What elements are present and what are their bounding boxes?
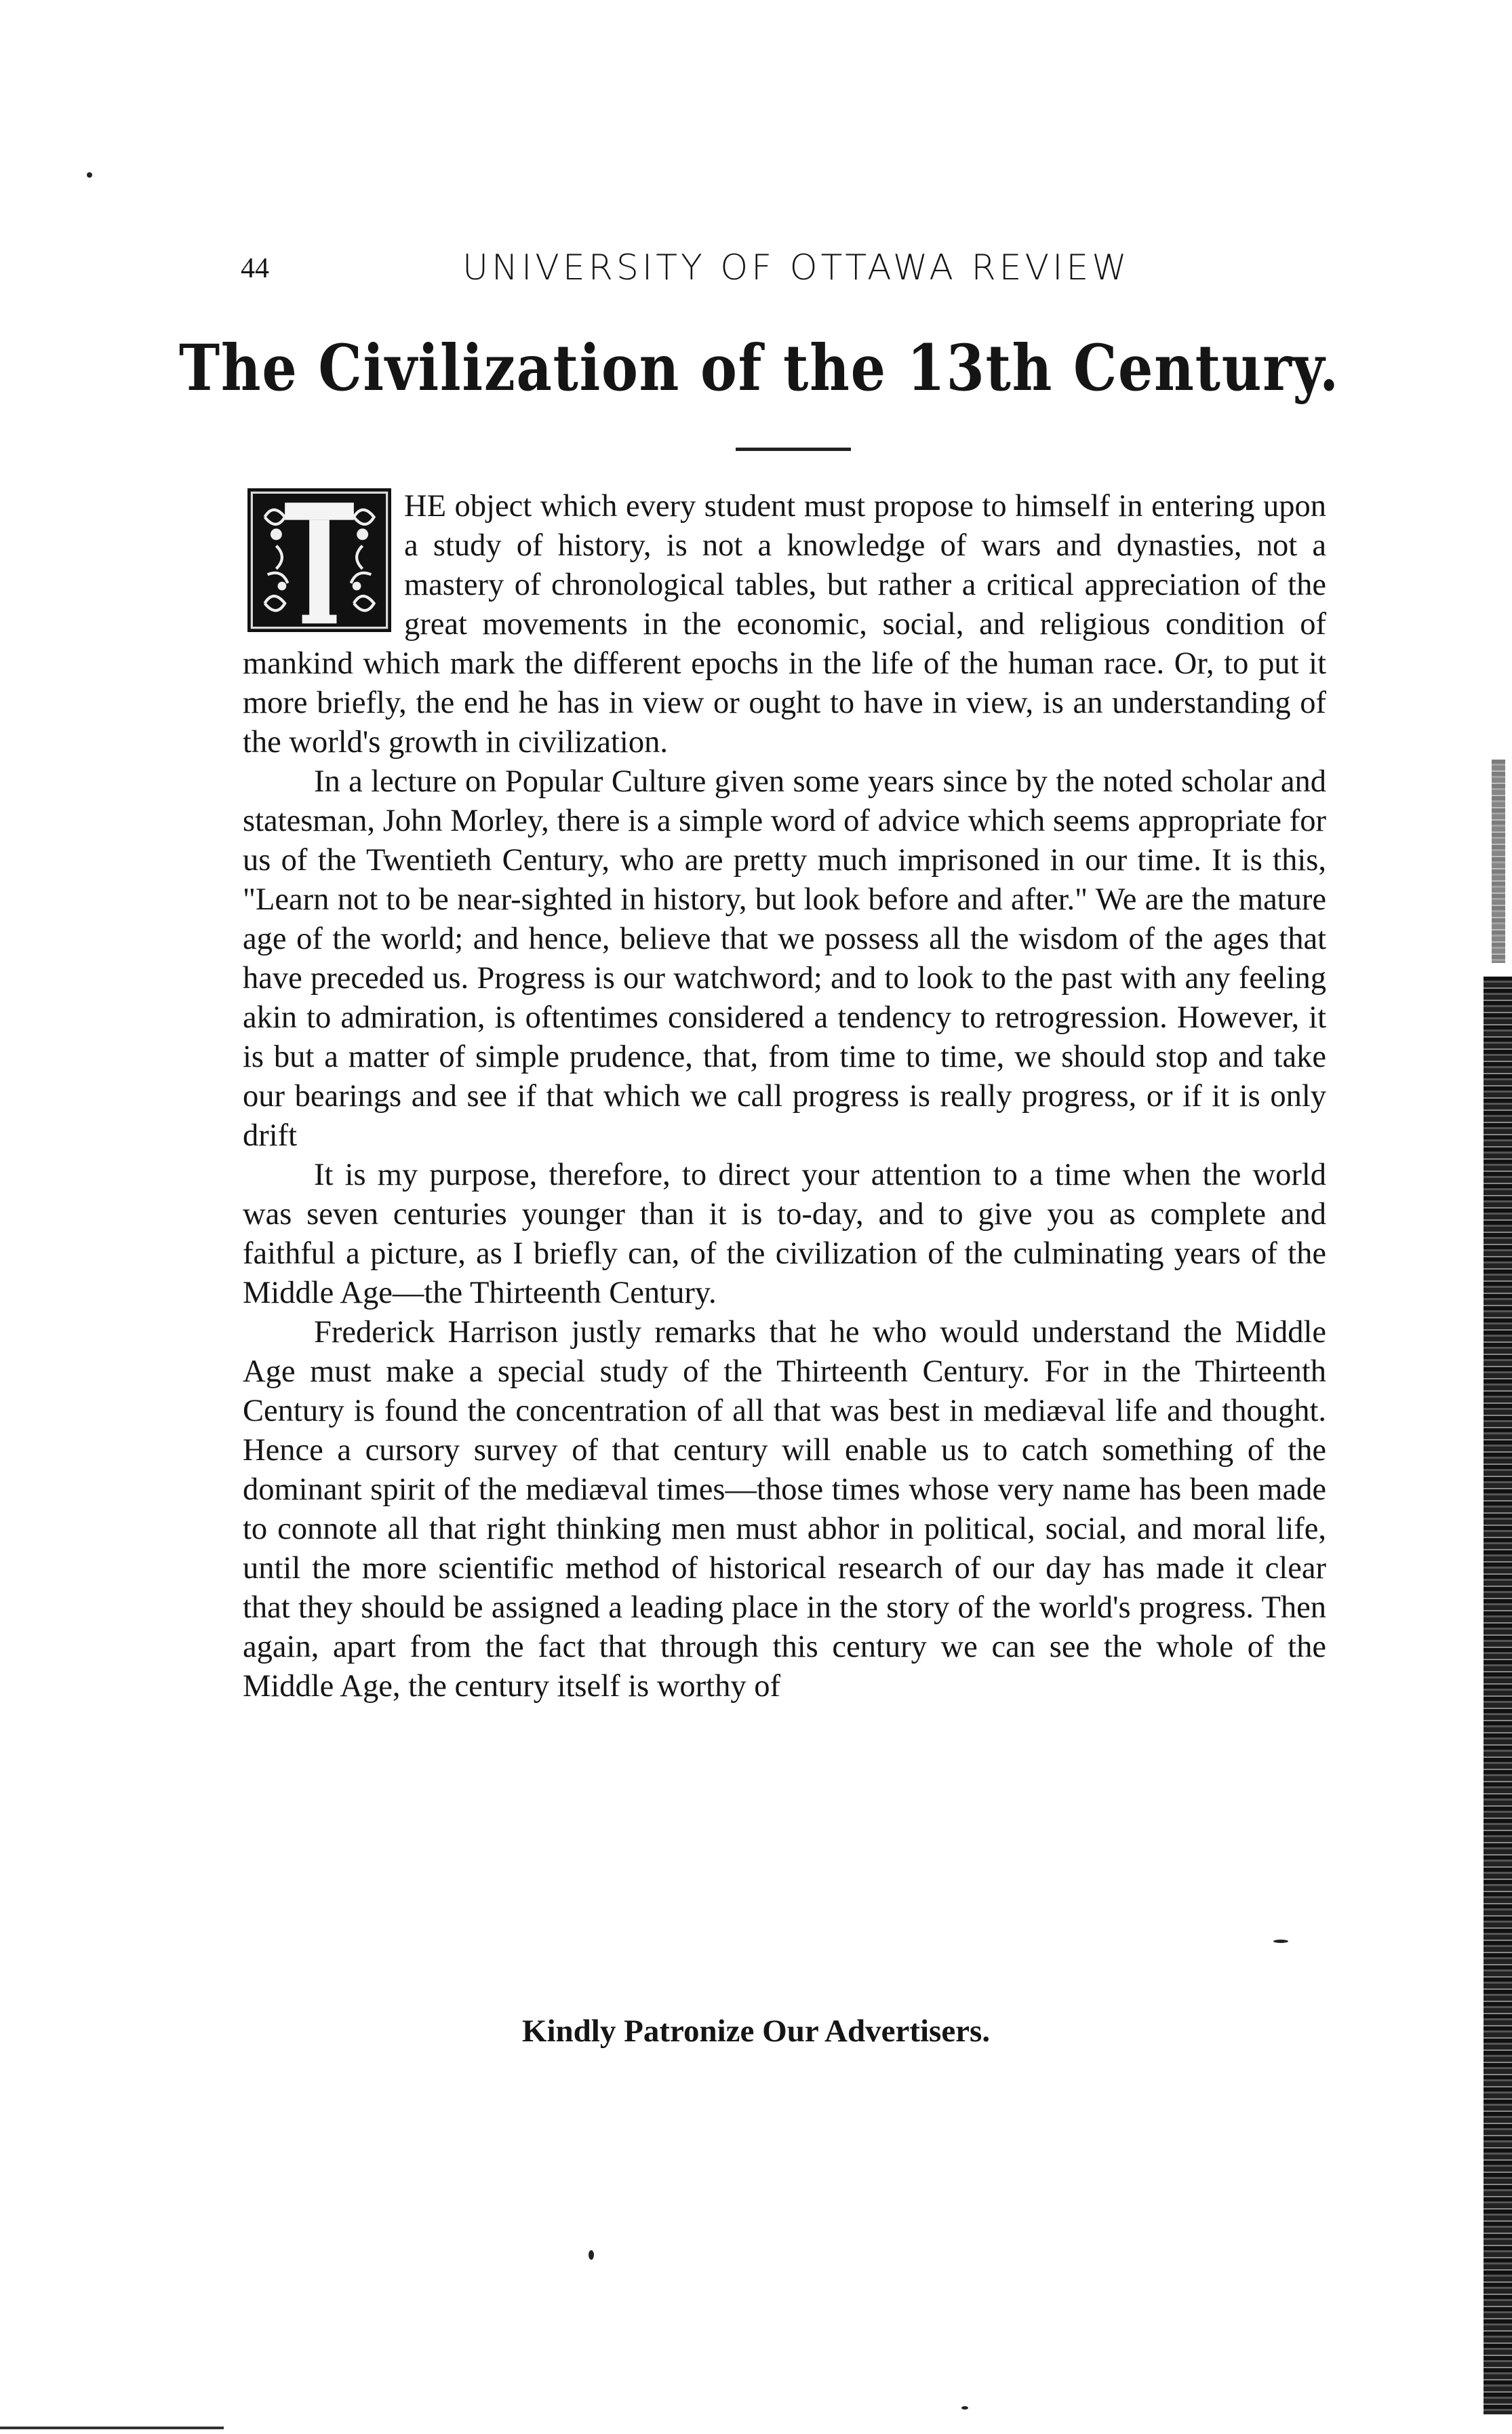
drop-cap-spacer bbox=[243, 487, 404, 643]
running-head: UNIVERSITY OF OTTAWA REVIEW bbox=[462, 248, 1130, 288]
article-body bbox=[243, 487, 1326, 1706]
paragraph-3: It is my purpose, therefore, to direct your attention to a time when the world was seven centuries younger than it is to-day, and to give you as complete and faithful a picture, as I briefly can, of the civilization of the culminating years of the Middle Age—the Thirteenth Century. bbox=[243, 1158, 1326, 1310]
paragraph-4: Frederick Harrison justly remarks that he who would understand the Middle Age must make a special study of the Thirteenth Century. For in the Thirteenth Century is found the concentration of all that was best in mediæval life and thought. Hence a cursory survey of that century will enable us to catch something of the dominant spirit of the mediæval times—those times whose very name has been made to connote all that right thinking men must abhor in political, social, and moral life, until the more scientific method of historical research of our day has made it clear that they should be assigned a leading place in the story of the world's progress. Then again, apart from the fact that through this century we can see the whole of the Middle Age, the century itself is worthy of bbox=[243, 1315, 1326, 1704]
scan-speck bbox=[1273, 1940, 1288, 1943]
paragraph-1: HE object which every student must propose to himself in entering upon a study of history, is not a knowledge of wars and dynasties, not a mastery of chronological tables, but rather a critical appreciation of the great movements in the economic, social, and religious condition of mankind which mark the different epochs in the life of the human race. Or, to put it more briefly, the end he has in view or ought to have in view, is an understanding of the world's growth in civilization. bbox=[243, 489, 1326, 760]
page-number: 44 bbox=[241, 253, 269, 284]
scan-edge-shadow bbox=[1484, 977, 1512, 2414]
advertiser-notice: Kindly Patronize Our Advertisers. bbox=[521, 2014, 991, 2049]
article-title: The Civilization of the 13th Century. bbox=[178, 331, 1340, 406]
scan-speck bbox=[87, 172, 92, 178]
scan-speck bbox=[589, 2250, 594, 2260]
title-divider bbox=[736, 448, 851, 451]
scan-artifact-line bbox=[0, 2427, 224, 2429]
scan-edge-shadow-top bbox=[1492, 760, 1505, 963]
paragraph-2: In a lecture on Popular Culture given some years since by the noted scholar and statesman, John Morley, there is a simple word of advice which seems appropriate for us of the Twentieth Century, who are pretty much imprisoned in our time. It is this, "Learn not to be near-sighted in history, but look before and after." We are the mature age of the world; and hence, believe that we possess all the wisdom of the ages that have preceded us. Progress is our watchword; and to look to the past with any feeling akin to admiration, is oftentimes considered a tendency to retrogression. However, it is but a matter of simple prudence, that, from time to time, we should stop and take our bearings and see if that which we call progress is really progress, or if it is only drift bbox=[243, 764, 1326, 1153]
scan-speck bbox=[961, 2406, 968, 2410]
